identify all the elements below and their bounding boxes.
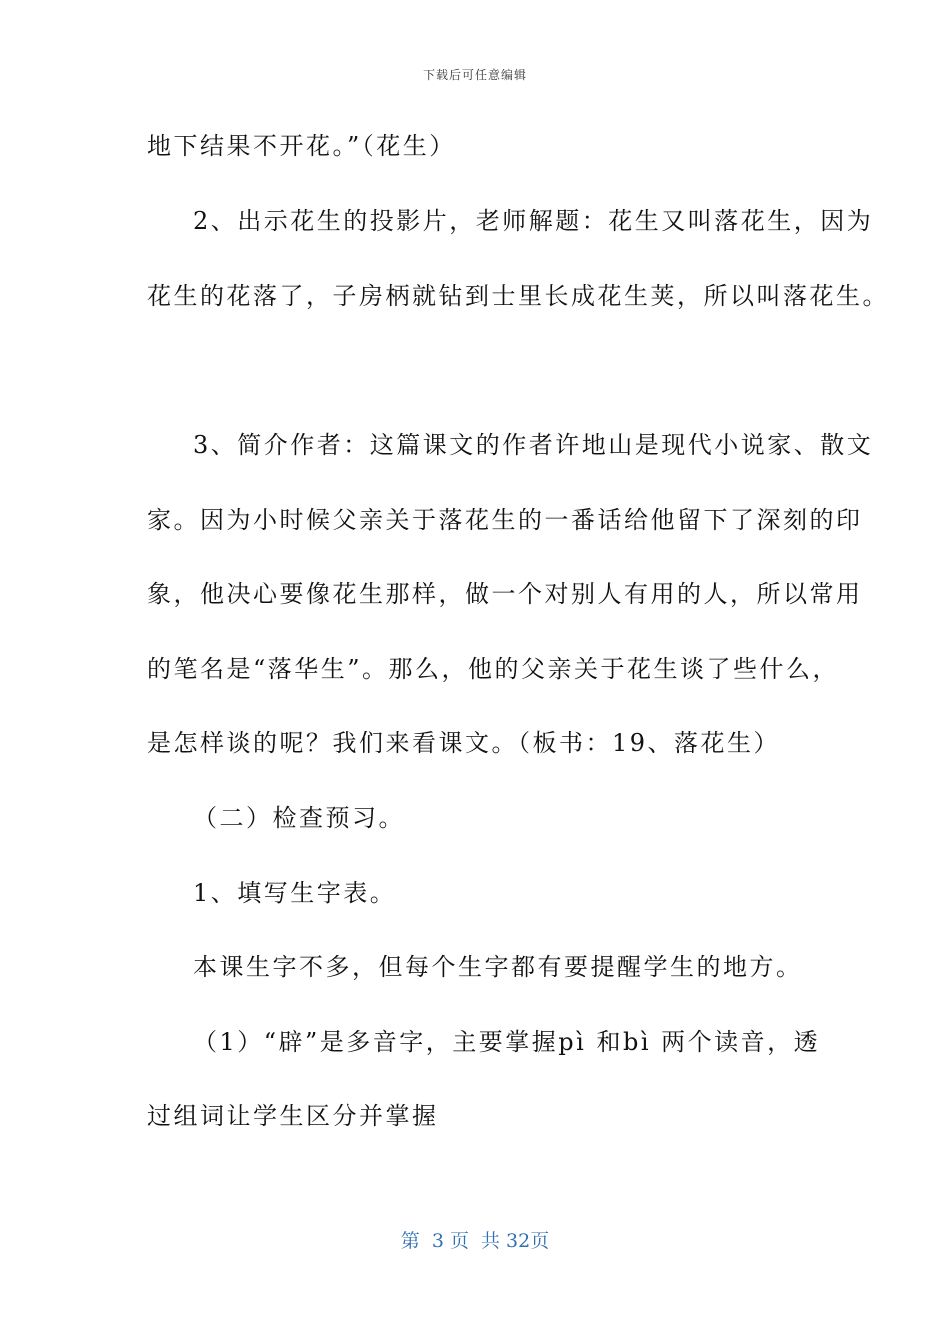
- paragraph-line: 1、填写生字表。: [193, 879, 397, 907]
- paragraph-line: 的笔名是“落华生”。那么，他的父亲关于花生谈了些什么，: [147, 655, 840, 683]
- paragraph-line: （1）“辟”是多音字，主要掌握pì 和bì 两个读音，透: [193, 1028, 821, 1056]
- paragraph-line: 本课生字不多，但每个生字都有要提醒学生的地方。: [193, 953, 803, 981]
- paragraph-line: 象，他决心要像花生那样，做一个对别人有用的人，所以常用: [147, 580, 863, 608]
- page-header-note: 下载后可任意编辑: [422, 68, 527, 82]
- paragraph-line: 家。因为小时候父亲关于落花生的一番话给他留下了深刻的印: [147, 506, 863, 534]
- paragraph-line: 过组词让学生区分并掌握: [147, 1102, 439, 1130]
- paragraph-line: 花生的花落了，子房柄就钻到士里长成花生荚，所以叫落花生。: [147, 282, 889, 310]
- paragraph-line: 3、简介作者：这篇课文的作者许地山是现代小说家、散文: [193, 431, 874, 459]
- section-heading: （二）检查预习。: [193, 804, 405, 832]
- paragraph-line: 2、出示花生的投影片，老师解题：花生又叫落花生，因为: [193, 207, 874, 235]
- page-number-footer: 第 3 页 共 32页: [400, 1230, 550, 1252]
- paragraph-line: 是怎样谈的呢？我们来看课文。（板书：19、落花生）: [147, 729, 781, 757]
- paragraph-line: 地下结果不开花。”（花生）: [147, 132, 456, 160]
